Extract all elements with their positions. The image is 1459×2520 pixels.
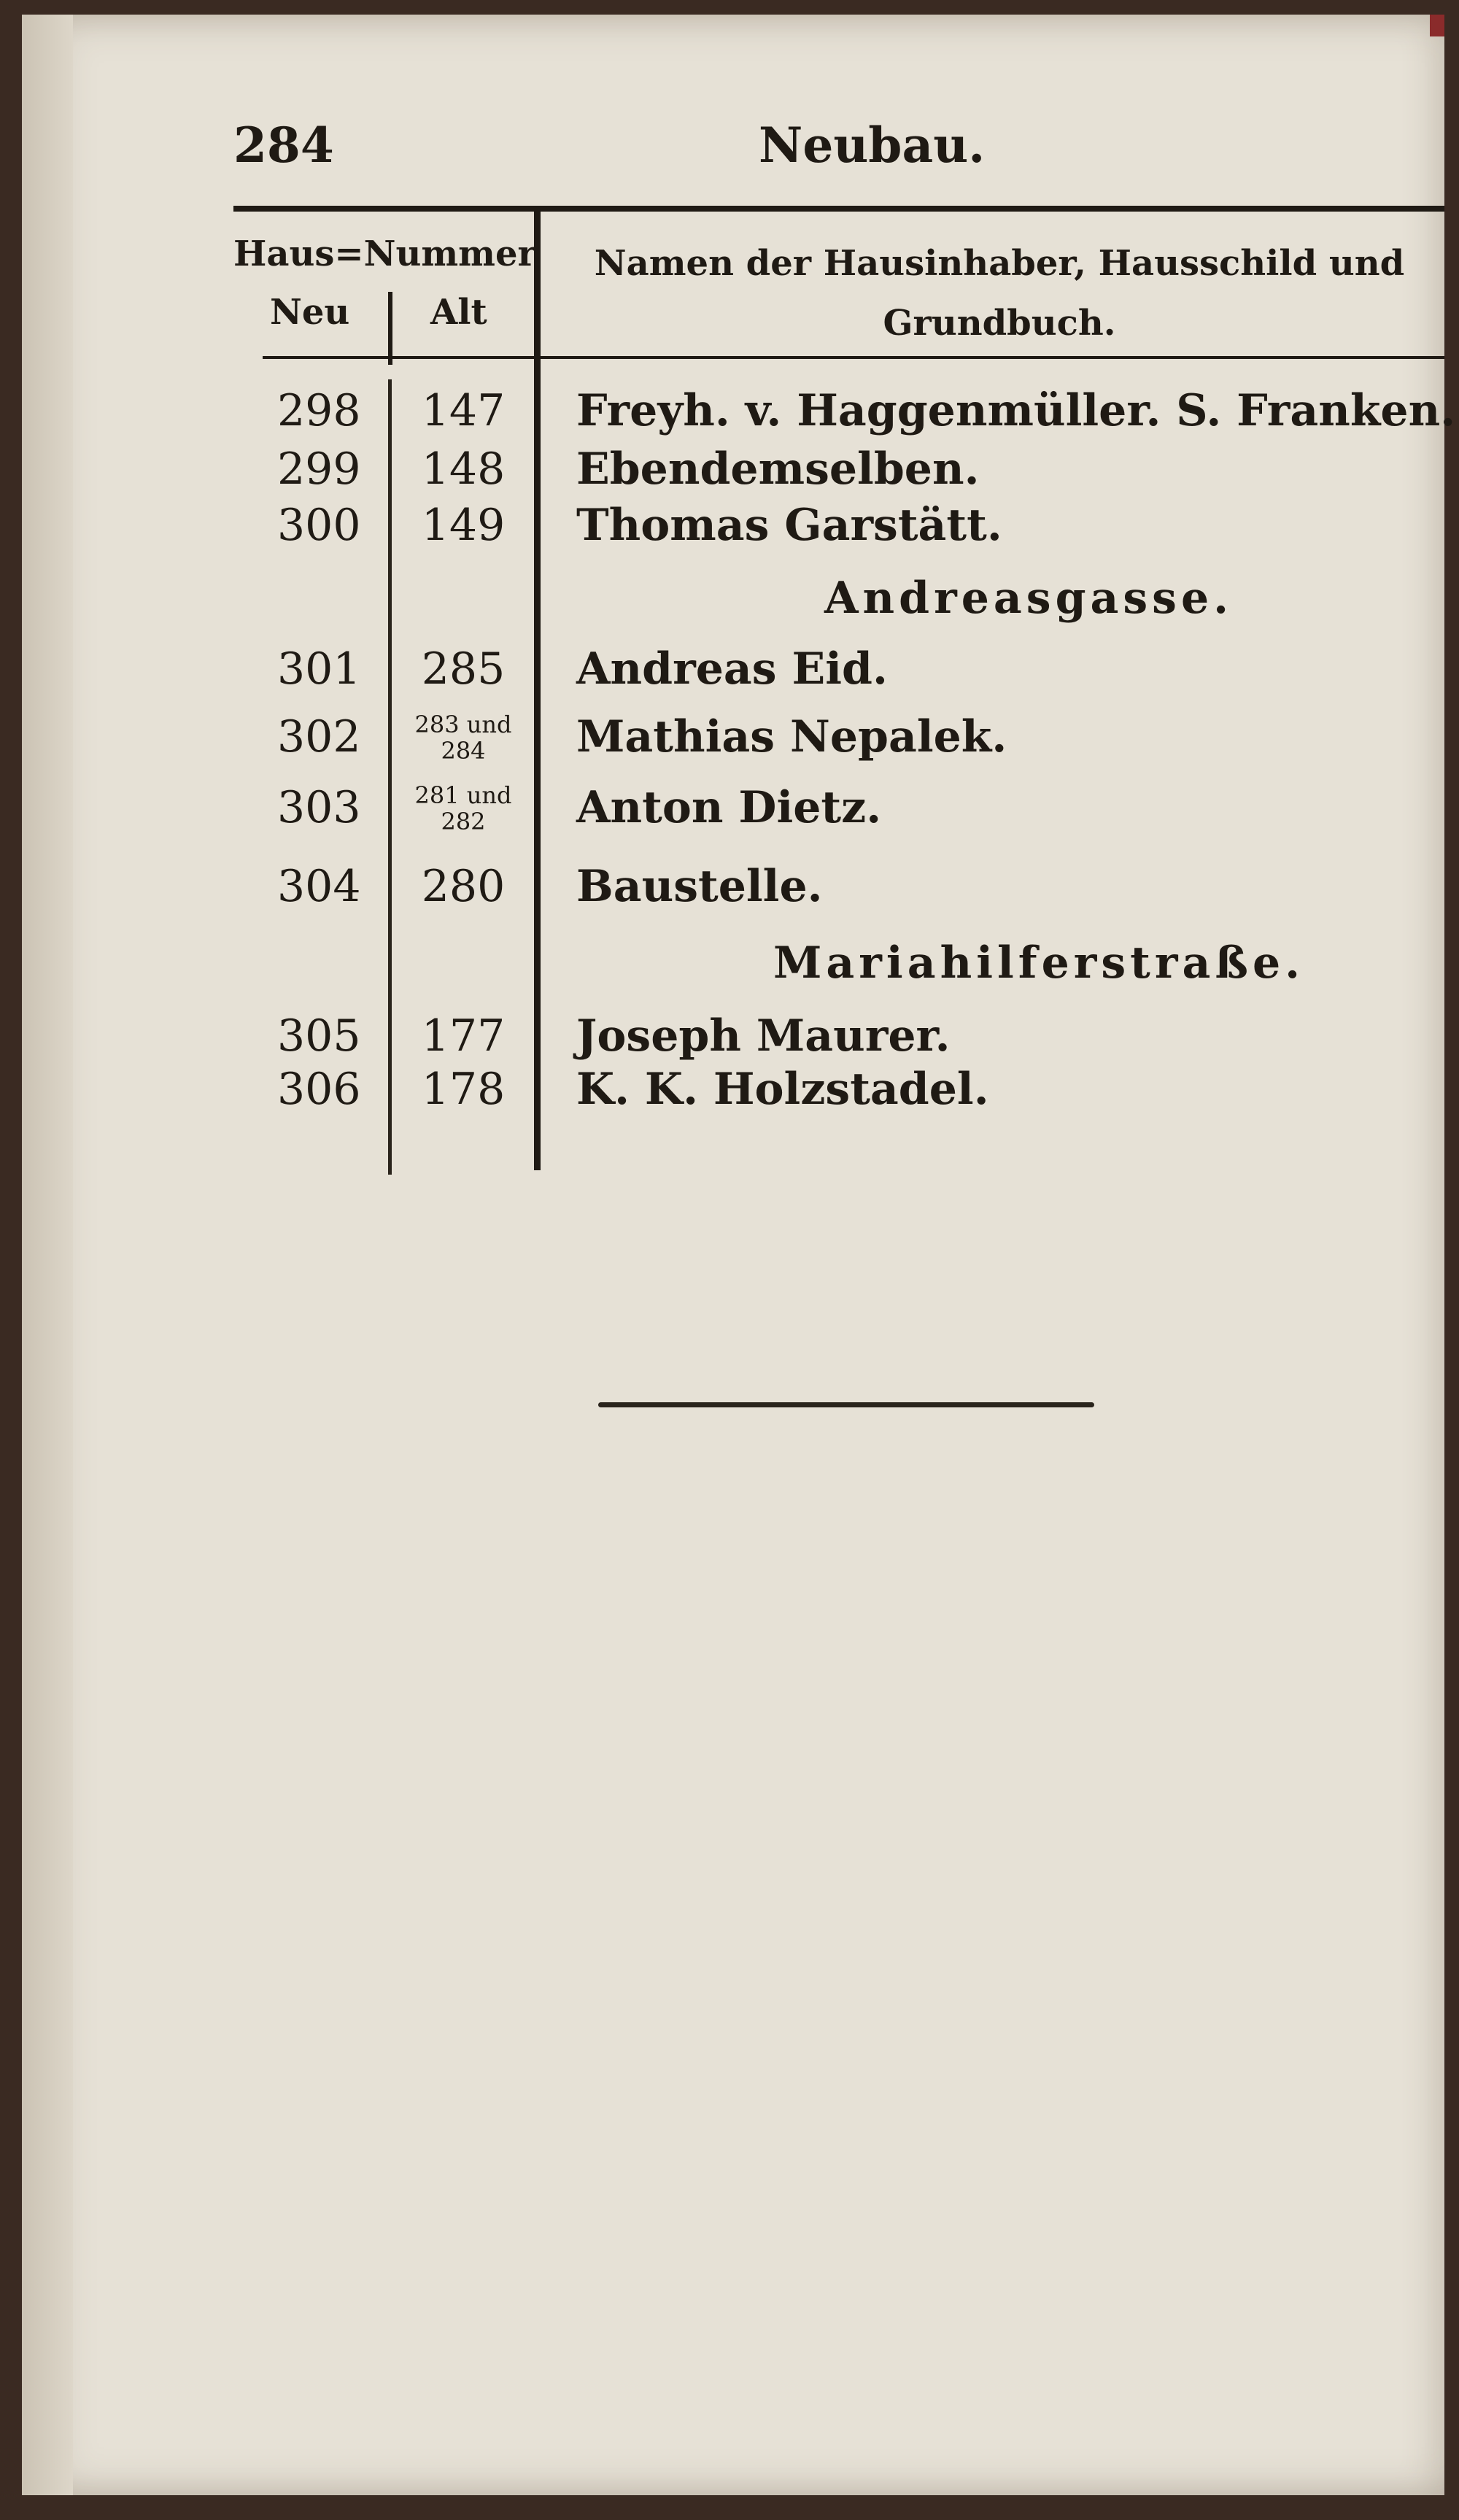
owner-name: Ebendemselben. [576, 444, 980, 495]
new-number: 301 [277, 643, 361, 695]
old-number: 285 [421, 643, 506, 695]
header-rule [263, 356, 1444, 359]
owner-name: Freyh. v. Haggenmüller. S. Franken. [576, 385, 1456, 436]
old-number: 147 [421, 385, 506, 436]
new-number: 298 [277, 385, 361, 436]
old-number: 280 [421, 861, 506, 912]
header-subdivider [388, 292, 392, 365]
new-number: 299 [277, 444, 361, 495]
owner-name: Joseph Maurer. [576, 1010, 951, 1062]
old-number: 178 [421, 1064, 506, 1115]
header-names-line1: Namen der Hausinhaber, Hausschild und [594, 243, 1405, 284]
running-head: Neubau. [759, 117, 986, 174]
header-names-line2: Grundbuch. [883, 303, 1116, 344]
header-names [562, 233, 1437, 353]
page-gutter [22, 15, 73, 2495]
new-number: 306 [277, 1064, 361, 1115]
old-number-bottom: 284 [441, 737, 486, 765]
owner-name: K. K. Holzstadel. [576, 1064, 989, 1115]
new-number: 305 [277, 1010, 361, 1062]
old-number: 148 [421, 444, 506, 495]
new-number: 300 [277, 500, 361, 551]
new-number: 302 [277, 711, 361, 762]
owner-name: Andreas Eid. [576, 643, 888, 695]
top-rule [233, 206, 1444, 212]
old-number-top: 281 und [414, 781, 512, 809]
old-number-top: 283 und [414, 711, 512, 738]
header-new: Neu [270, 292, 350, 333]
old-number [401, 711, 525, 764]
closing-rule [598, 1402, 1094, 1407]
owner-name: Thomas Garstätt. [576, 500, 1002, 551]
old-number-bottom: 282 [441, 808, 486, 835]
owner-name: Mathias Nepalek. [576, 711, 1007, 762]
new-number: 304 [277, 861, 361, 912]
old-number [401, 782, 525, 835]
binding-edge [1430, 15, 1444, 36]
header-house-number: Haus=Nummer [233, 233, 536, 274]
new-number: 303 [277, 782, 361, 833]
old-number: 149 [421, 500, 506, 551]
number-column-divider [388, 379, 392, 1175]
owner-name: Anton Dietz. [576, 782, 882, 833]
header-old: Alt [430, 292, 487, 333]
street-heading: Andreasgasse. [824, 573, 1234, 624]
page-number: 284 [233, 117, 334, 174]
old-number: 177 [421, 1010, 506, 1062]
street-heading: Mariahilferstraße. [773, 938, 1305, 989]
column-divider [534, 206, 541, 1170]
book-page [22, 15, 1456, 2495]
owner-name: Baustelle. [576, 861, 823, 912]
